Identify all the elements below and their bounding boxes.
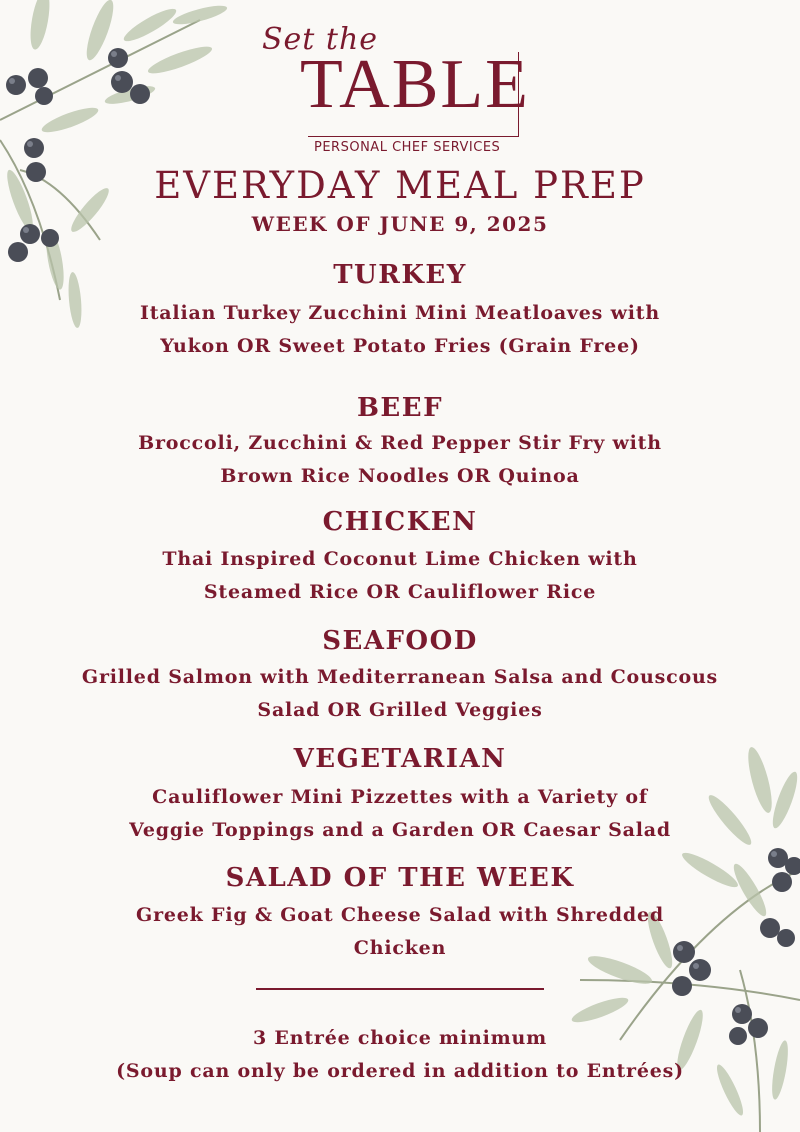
section-line: Thai Inspired Coconut Lime Chicken with: [162, 548, 638, 570]
section-line: Grilled Salmon with Mediterranean Salsa and Couscous: [81, 666, 719, 688]
section-description-chicken: [40, 543, 760, 609]
section-line: Steamed Rice OR Cauliflower Rice: [203, 581, 597, 603]
section-heading-vegetarian: VEGETARIAN: [293, 744, 507, 774]
footer-line-minimum: 3 Entrée choice minimum: [252, 1027, 548, 1049]
page-subtitle: WEEK OF JUNE 9, 2025: [251, 212, 549, 236]
page-title: EVERYDAY MEAL PREP: [154, 164, 646, 207]
section-heading-salad-of-the-week: SALAD OF THE WEEK: [225, 863, 575, 893]
section-line: Cauliflower Mini Pizzettes with a Variety of: [152, 786, 648, 808]
section-description-beef: [40, 427, 760, 493]
section-heading-chicken: CHICKEN: [322, 507, 478, 537]
section-heading-turkey: TURKEY: [333, 260, 467, 290]
section-description-seafood: [40, 661, 760, 727]
section-heading-seafood: SEAFOOD: [322, 626, 478, 656]
section-heading-beef: BEEF: [356, 393, 444, 423]
divider: [256, 988, 544, 990]
logo-tagline: PERSONAL CHEF SERVICES: [314, 140, 501, 155]
section-description-turkey: [40, 297, 760, 363]
section-line: Italian Turkey Zucchini Mini Meatloaves with: [140, 302, 660, 324]
footer-note: [0, 1022, 800, 1088]
section-line: Veggie Toppings and a Garden OR Caesar Salad: [129, 819, 671, 841]
section-line: Greek Fig & Goat Cheese Salad with Shredded: [136, 904, 664, 926]
section-line: Brown Rice Noodles OR Quinoa: [220, 465, 580, 487]
section-line: Yukon OR Sweet Potato Fries (Grain Free): [160, 335, 640, 357]
section-line: Salad OR Grilled Veggies: [257, 699, 543, 721]
logo-main-text: TABLE: [300, 46, 530, 123]
section-description-vegetarian: [40, 781, 760, 847]
section-description-salad-of-the-week: [40, 899, 760, 965]
section-line: Broccoli, Zucchini & Red Pepper Stir Fry with: [138, 432, 662, 454]
section-line: Chicken: [353, 937, 447, 959]
footer-line-soup: (Soup can only be ordered in addition to Entrées): [116, 1060, 684, 1082]
logo-script-text: Set the: [262, 22, 379, 57]
